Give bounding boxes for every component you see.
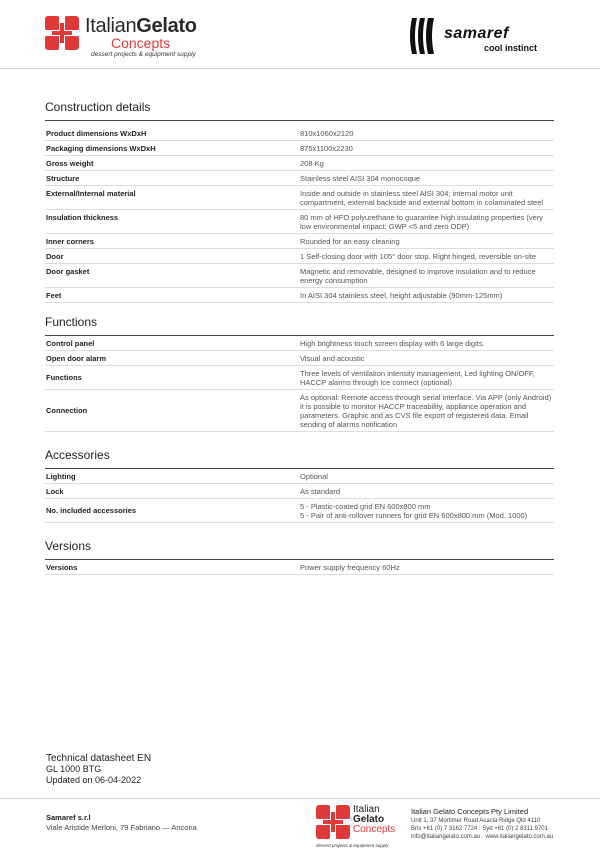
row-value: In AISI 304 stainless steel, height adjustable (90mm-125mm) <box>300 288 554 303</box>
row-label: Control panel <box>45 336 300 351</box>
section-title: Construction details <box>45 100 554 121</box>
row-value: 1 Self-closing door with 105° door stop. Right hinged, reversible on-site <box>300 249 554 264</box>
footer-logo-gelato: Gelato <box>353 814 385 825</box>
brand-word-italian: Italian <box>85 15 137 37</box>
section-title: Accessories <box>45 448 554 469</box>
table-row <box>45 336 554 351</box>
dealer-info <box>411 807 553 841</box>
row-label: Product dimensions WxDxH <box>45 126 300 141</box>
footer-logo-italian: Italian <box>353 804 380 815</box>
row-label: Insulation thickness <box>45 210 300 234</box>
brand-word-concepts: Concepts <box>111 35 171 51</box>
gelato-logo-mark-icon <box>45 16 79 50</box>
table-row <box>45 560 554 575</box>
dealer-name: Italian Gelato Concepts Pty Limited <box>411 807 529 816</box>
row-value: Magnetic and removable, designed to improve insulation and to reduce energy consumption <box>300 264 554 288</box>
dealer-address: Unit 1, 37 Mortimer Road Acacia Ridge Qld 4110 <box>411 818 541 824</box>
section-construction <box>45 100 554 303</box>
brand-word-gelato: Gelato <box>136 15 197 37</box>
spec-table <box>45 126 554 303</box>
row-label: Lock <box>45 484 300 499</box>
datasheet-updated: Updated on 06-04-2022 <box>46 775 142 785</box>
table-row <box>45 499 554 523</box>
table-row <box>45 484 554 499</box>
row-label: Feet <box>45 288 300 303</box>
row-value: As standard <box>300 484 554 499</box>
row-label: Versions <box>45 560 300 575</box>
footer-logo-concepts: Concepts <box>353 824 396 835</box>
row-label: Lighting <box>45 469 300 484</box>
section-accessories <box>45 448 554 523</box>
table-row <box>45 351 554 366</box>
row-value: 80 mm of HFO polyurethane to guarantee high insulating properties (very low environmental impact: GWP <5 and zero ODP) <box>300 210 554 234</box>
row-label: Structure <box>45 171 300 186</box>
row-label: Connection <box>45 390 300 432</box>
table-row <box>45 366 554 390</box>
row-value: High brightness touch screen display with 6 large digits. <box>300 336 554 351</box>
row-value: Visual and acoustic <box>300 351 554 366</box>
datasheet-model: GL 1000 BTG <box>46 764 102 774</box>
table-row <box>45 141 554 156</box>
row-label: Gross weight <box>45 156 300 171</box>
row-value: 5 - Plastic-coated grid EN 600x800 mm 5 - Pair of anti-rollover runners for grid EN 600x800 mm (Mod. 1000) <box>300 499 554 523</box>
table-row <box>45 234 554 249</box>
row-label: Door gasket <box>45 264 300 288</box>
row-label: Door <box>45 249 300 264</box>
table-row <box>45 210 554 234</box>
row-value: As optional: Remote access through serial interface. Via APP (only Android) it is possible to monitor HACCP traceability, appliance operation and parameters. Graphic and as CVS file export of registered data. Email sending of alarms notification <box>300 390 554 432</box>
row-label: External/Internal material <box>45 186 300 210</box>
table-row <box>45 249 554 264</box>
brand-tagline: dessert projects & equipment supply <box>91 51 196 58</box>
row-value: Power supply frequency 60Hz <box>300 560 554 575</box>
footer-gelato-logo <box>316 804 406 848</box>
table-row <box>45 264 554 288</box>
row-label: Packaging dimensions WxDxH <box>45 141 300 156</box>
row-value: Inside and outside in stainless steel AISI 304; internal motor unit compartment, external backside and external bottom in colaminated steel <box>300 186 554 210</box>
samaref-logo <box>408 16 558 56</box>
manufacturer-name: Samaref s.r.l <box>46 813 91 822</box>
datasheet-title: Technical datasheet EN <box>46 753 152 764</box>
row-value: Rounded for an easy cleaning <box>300 234 554 249</box>
row-label: Open door alarm <box>45 351 300 366</box>
table-row <box>45 469 554 484</box>
table-row <box>45 186 554 210</box>
table-row <box>45 390 554 432</box>
manufacturer-info <box>46 813 197 833</box>
spec-table <box>45 336 554 432</box>
row-value: 875x1100x2230 <box>300 141 554 156</box>
dealer-phone: Bris +61 (0) 7 3162 7724 : Syd +61 (0) 2 8311 9701 <box>411 826 548 832</box>
row-label: Inner corners <box>45 234 300 249</box>
spec-table <box>45 469 554 523</box>
samaref-name: samaref <box>444 25 509 42</box>
row-value: Three levels of ventilation intensity management, Led lighting ON/OFF, HACCP alarms through Ice connect (optional) <box>300 366 554 390</box>
samaref-tagline: cool instinct <box>484 43 538 53</box>
section-versions <box>45 539 554 575</box>
table-row <box>45 288 554 303</box>
spec-table <box>45 560 554 575</box>
section-title: Functions <box>45 315 554 336</box>
datasheet-info <box>46 753 151 786</box>
section-functions <box>45 315 554 432</box>
row-value: 208 Kg <box>300 156 554 171</box>
section-title: Versions <box>45 539 554 560</box>
manufacturer-address: Viale Aristide Merloni, 79 Fabriano — Ancona <box>46 823 197 832</box>
table-row <box>45 171 554 186</box>
page-header <box>0 0 600 69</box>
dealer-web: info@italiangelato.com.au · www.italiangelato.com.au <box>411 834 554 840</box>
page-footer <box>0 798 600 850</box>
row-value: Optional <box>300 469 554 484</box>
row-label: No. included accessories <box>45 499 300 523</box>
row-value: 810x1060x2120 <box>300 126 554 141</box>
table-row <box>45 156 554 171</box>
footer-logo-tagline: dessert projects & equipment supply <box>316 843 389 848</box>
table-row <box>45 126 554 141</box>
samaref-mark-icon <box>408 16 438 56</box>
gelato-logo-mark-icon <box>316 805 350 839</box>
row-value: Stainless steel AISI 304 monocoque <box>300 171 554 186</box>
row-label: Functions <box>45 366 300 390</box>
